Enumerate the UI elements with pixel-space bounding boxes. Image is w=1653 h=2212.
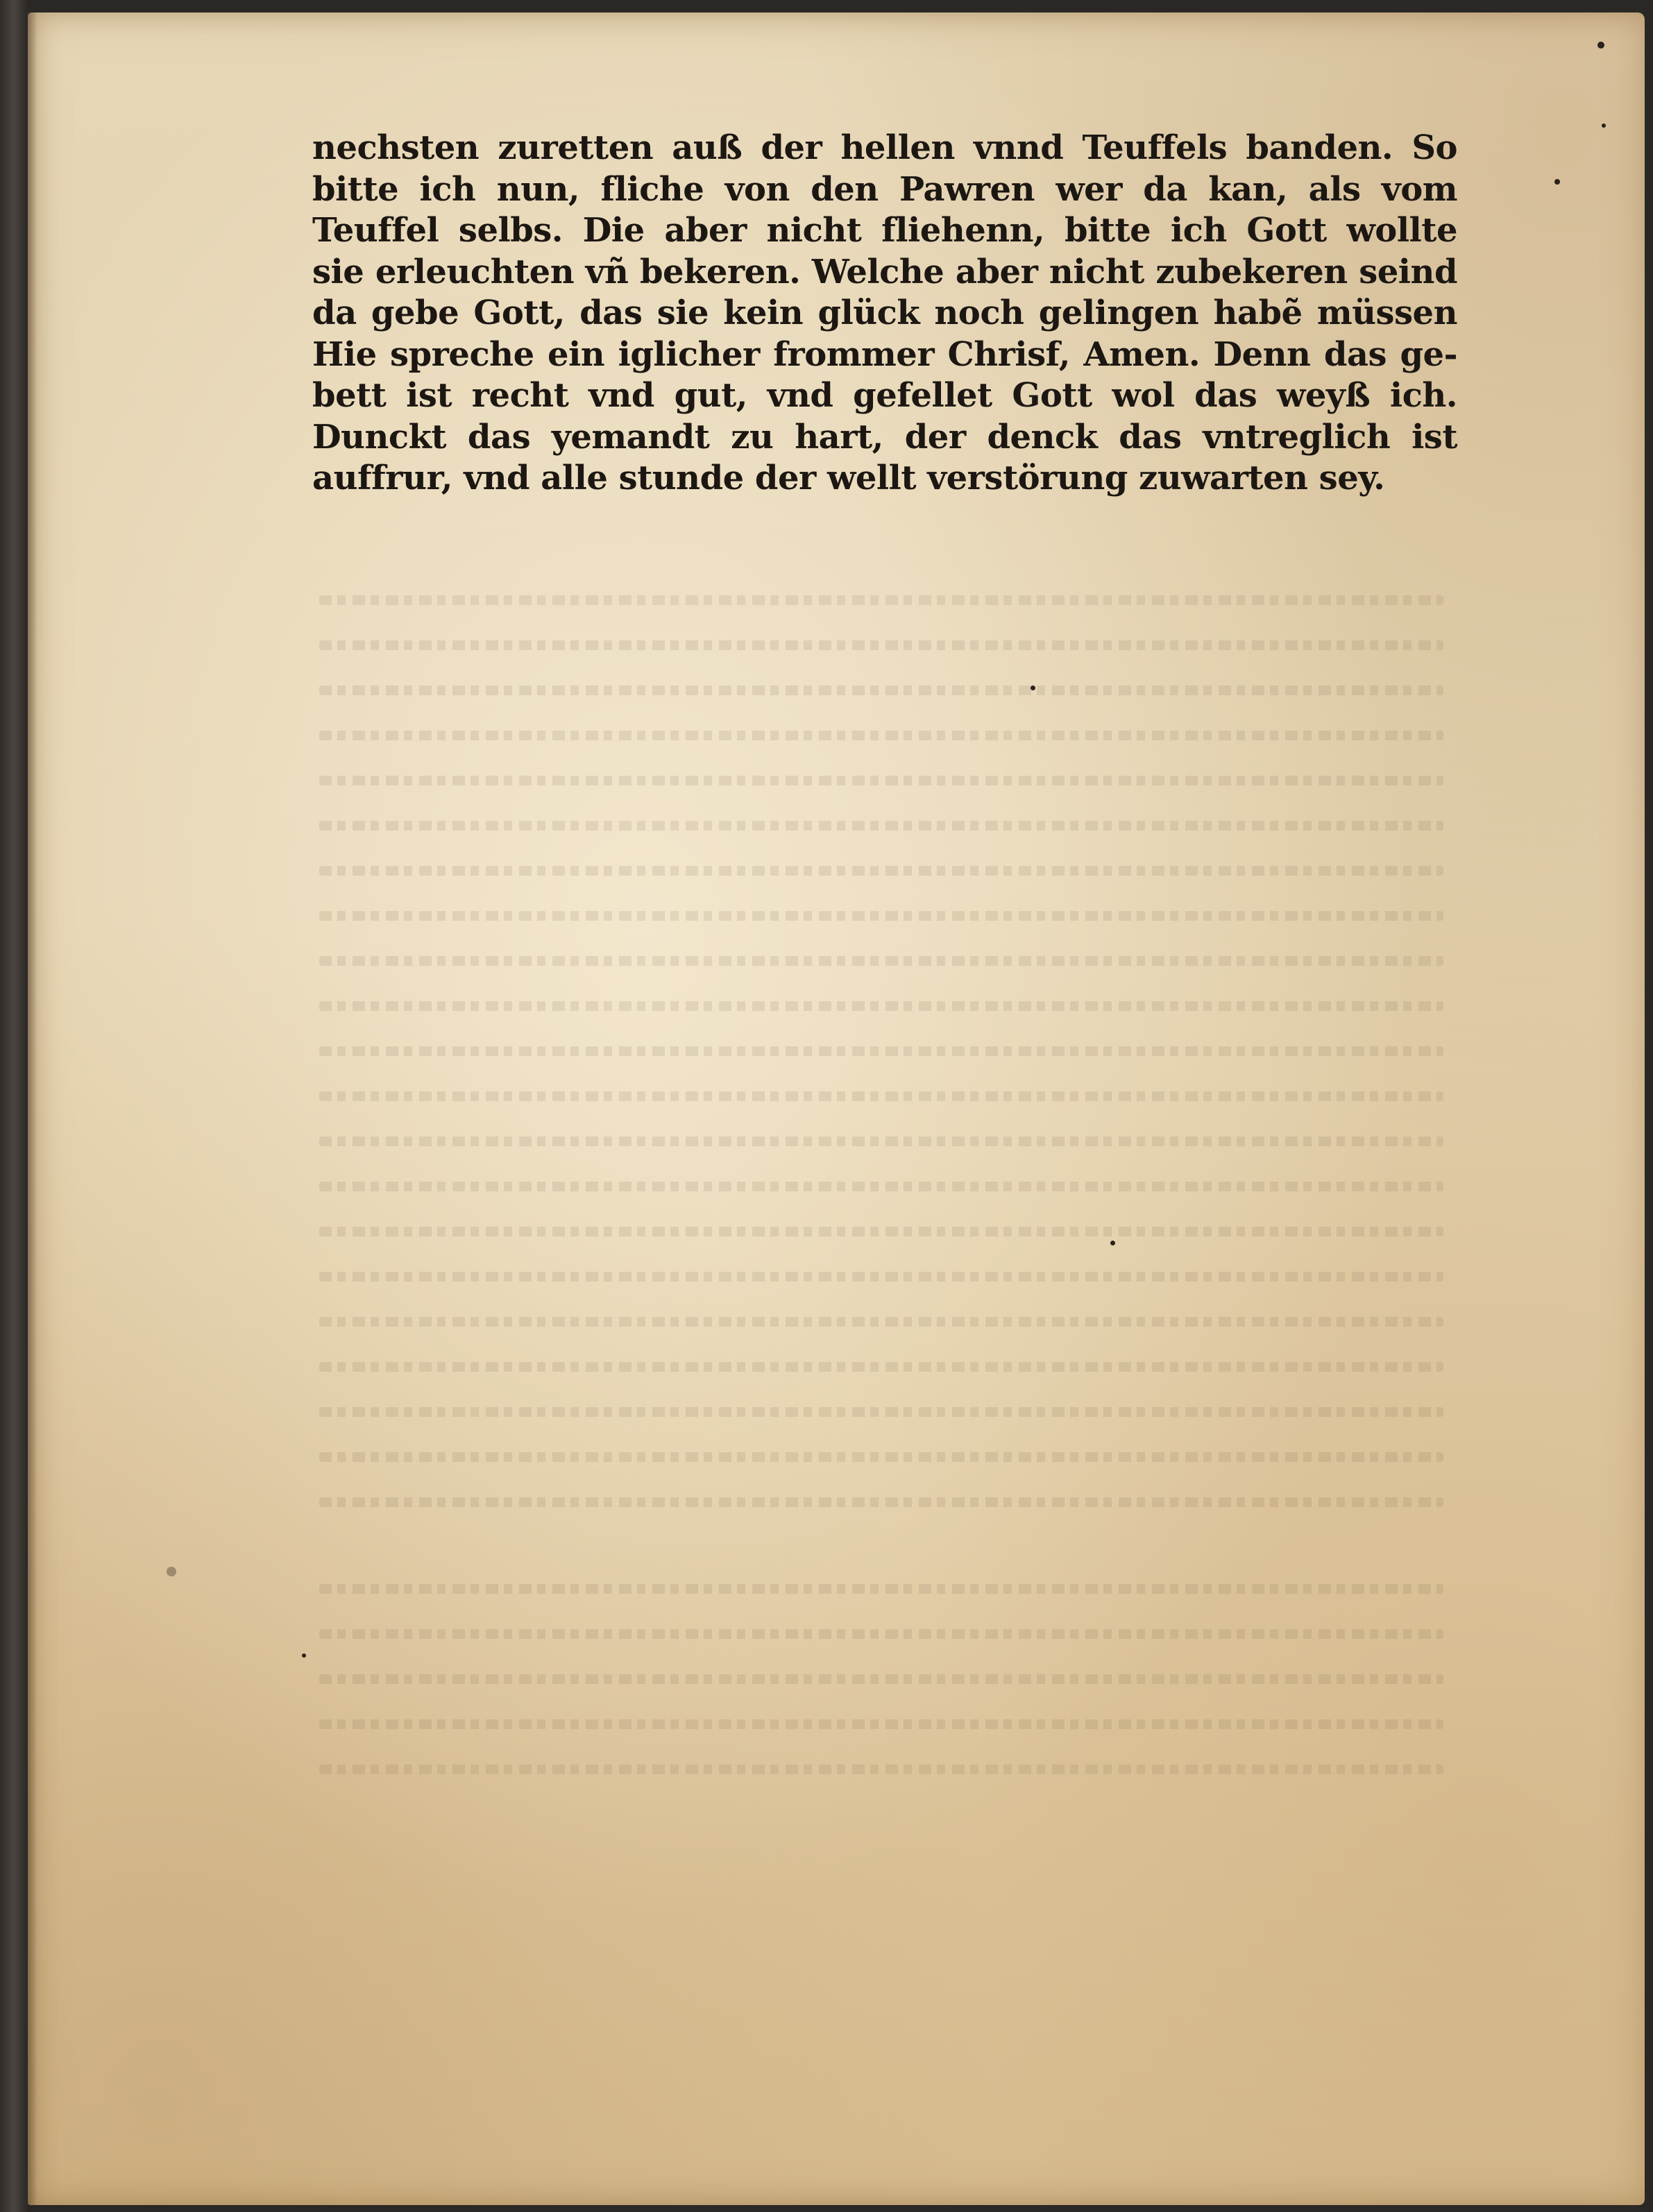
- ink-speck: [1110, 1241, 1115, 1245]
- page-sheet: [28, 12, 1645, 2205]
- text-line: Hie spreche ein iglicher frommer Chrisf, Amen. Denn das ge-: [312, 334, 1457, 374]
- ink-speck: [1597, 42, 1604, 49]
- text-line: sie erleuchten vñ bekeren. Welche aber nicht zubekeren seind: [312, 252, 1457, 291]
- text-line: auffrur, vnd alle stunde der wellt verstörung zuwarten sey.: [312, 459, 1385, 497]
- ink-speck: [167, 1567, 176, 1576]
- show-through-text: [319, 595, 1443, 1844]
- text-line: Dunckt das yemandt zu hart, der denck das vntreglich ist: [312, 417, 1457, 457]
- ink-speck: [302, 1653, 306, 1658]
- ink-speck: [1602, 124, 1606, 128]
- text-block: [312, 128, 1457, 500]
- page-binding-edge: [28, 12, 37, 2205]
- text-line: Teuffel selbs. Die aber nicht fliehenn, bitte ich Gott wollte: [312, 211, 1457, 250]
- text-line: nechsten zuretten auß der hellen vnnd Teuffels banden. So: [312, 128, 1457, 167]
- text-line: da gebe Gott, das sie kein glück noch gelingen habẽ müssen: [312, 293, 1457, 332]
- ink-speck: [1031, 686, 1035, 690]
- text-line: bett ist recht vnd gut, vnd gefellet Gott wol das weyß ich.: [312, 376, 1457, 415]
- text-line: bitte ich nun, fliche von den Pawren wer da kan, als vom: [312, 169, 1457, 209]
- ink-speck: [1554, 179, 1560, 185]
